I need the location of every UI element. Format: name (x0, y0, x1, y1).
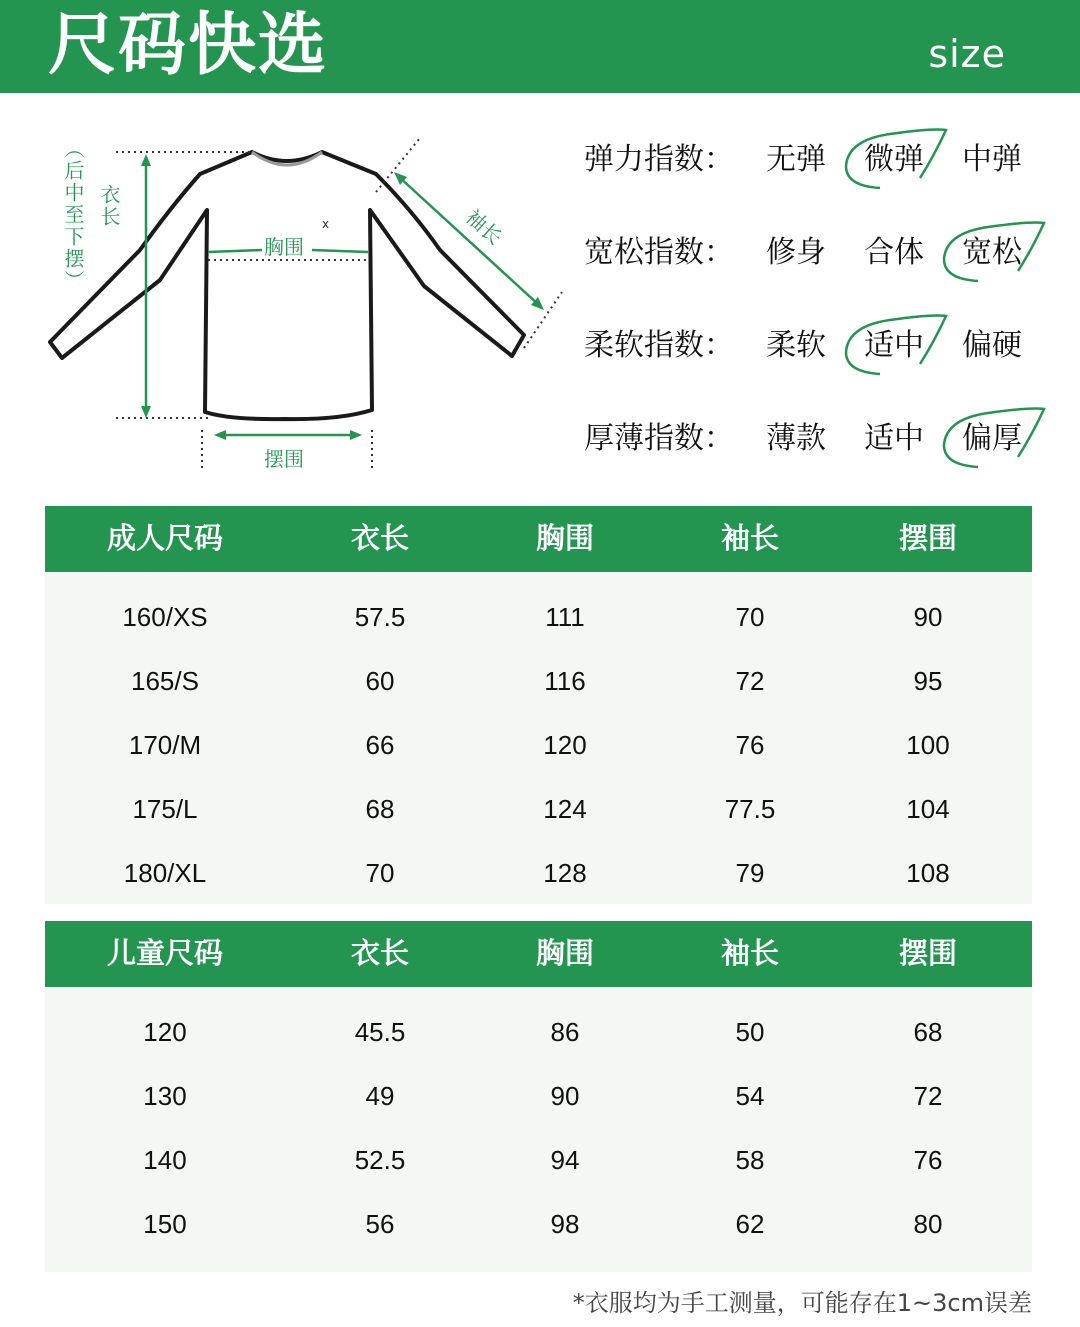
table-cell: 128 (543, 858, 587, 888)
table-cell: 116 (544, 666, 586, 696)
table-cell: 124 (543, 794, 587, 824)
table-row (45, 1065, 1032, 1129)
measurement-note: *衣服均为手工测量，可能存在1~3cm误差 (572, 1289, 1032, 1317)
sleeve-label: 袖长 (461, 204, 507, 250)
table-cell: 95 (913, 666, 943, 696)
index-option-selected: 偏厚 (962, 421, 1022, 456)
table-cell: 79 (735, 858, 765, 888)
table-cell: 49 (365, 1081, 395, 1111)
length-label: 衣长 (97, 184, 121, 228)
table-cell: 54 (735, 1081, 765, 1111)
table-cell: 70 (735, 602, 765, 632)
table-cell: 62 (735, 1209, 765, 1239)
table-cell: 72 (735, 666, 765, 696)
table-cell: 120 (543, 730, 587, 760)
index-name: 柔软指数： (584, 328, 734, 363)
index-name: 弹力指数： (584, 142, 734, 177)
index-option: 适中 (864, 421, 924, 456)
index-option-selected: 宽松 (962, 235, 1022, 270)
table-row (45, 1001, 1032, 1065)
index-option: 无弹 (766, 142, 826, 177)
chest-label: 胸围 (264, 235, 304, 259)
selection-ring-icon (840, 312, 952, 378)
column-header: 摆围 (898, 936, 957, 970)
table-body (45, 572, 1032, 904)
table-cell: 98 (550, 1209, 580, 1239)
table-cell: 72 (913, 1081, 943, 1111)
table-cell: 86 (550, 1017, 580, 1047)
table-cell: 90 (550, 1081, 580, 1111)
svg-text:x: x (322, 217, 330, 231)
table-cell: 45.5 (354, 1017, 406, 1047)
table-cell: 50 (735, 1017, 765, 1047)
table-cell: 111 (545, 602, 585, 632)
looseness-index-row (584, 227, 1064, 277)
table-cell: 140 (143, 1145, 187, 1175)
table-cell: 80 (913, 1209, 943, 1239)
index-name: 厚薄指数： (584, 421, 734, 456)
table-cell: 76 (913, 1145, 943, 1175)
size-label: size (928, 32, 1006, 76)
table-body (45, 987, 1032, 1272)
index-option: 柔软 (766, 328, 826, 363)
table-cell: 57.5 (354, 602, 406, 632)
sweater-outline-icon (40, 130, 580, 490)
garment-diagram (40, 130, 580, 490)
table-cell: 100 (906, 730, 950, 760)
column-header: 衣长 (350, 521, 409, 555)
table-header (45, 921, 1032, 987)
column-header: 袖长 (720, 936, 779, 970)
selection-ring-icon (938, 405, 1050, 471)
table-row (45, 714, 1032, 778)
table-cell: 52.5 (354, 1145, 406, 1175)
table-cell: 66 (365, 730, 395, 760)
table-cell: 90 (913, 602, 943, 632)
index-option: 修身 (766, 235, 826, 270)
thickness-index-row (584, 413, 1064, 463)
index-option: 中弹 (962, 142, 1022, 177)
table-cell: 160/XS (122, 602, 208, 632)
header-banner (0, 0, 1080, 93)
index-option-selected: 微弹 (864, 142, 924, 177)
column-header: 成人尺码 (106, 521, 223, 555)
table-row (45, 1193, 1032, 1257)
table-cell: 175/L (132, 794, 198, 824)
index-option-selected: 适中 (864, 328, 924, 363)
table-cell: 104 (906, 794, 950, 824)
index-option: 合体 (864, 235, 924, 270)
table-row (45, 842, 1032, 906)
selection-ring-icon (840, 126, 952, 192)
column-header: 胸围 (535, 521, 594, 555)
elasticity-index-row (584, 134, 1064, 184)
selection-ring-icon (938, 219, 1050, 285)
table-cell: 180/XL (123, 858, 207, 888)
index-name: 宽松指数： (584, 235, 734, 270)
index-option: 偏硬 (962, 328, 1022, 363)
softness-index-row (584, 320, 1064, 370)
table-cell: 170/M (128, 730, 202, 760)
table-cell: 130 (143, 1081, 187, 1111)
table-row (45, 1129, 1032, 1193)
column-header: 袖长 (720, 521, 779, 555)
column-header: 摆围 (898, 521, 957, 555)
table-header (45, 506, 1032, 572)
table-row (45, 778, 1032, 842)
index-option: 薄款 (766, 421, 826, 456)
table-cell: 68 (365, 794, 395, 824)
table-cell: 150 (143, 1209, 187, 1239)
table-cell: 70 (365, 858, 395, 888)
back-center-note: （后中至下摆） (61, 138, 85, 292)
child-size-table (45, 921, 1032, 1272)
column-header: 胸围 (535, 936, 594, 970)
column-header: 儿童尺码 (106, 936, 223, 970)
table-cell: 60 (365, 666, 395, 696)
table-cell: 56 (365, 1209, 395, 1239)
column-header: 衣长 (350, 936, 409, 970)
table-cell: 120 (143, 1017, 187, 1047)
table-row (45, 650, 1032, 714)
adult-size-table (45, 506, 1032, 904)
table-cell: 108 (906, 858, 950, 888)
table-cell: 68 (913, 1017, 943, 1047)
table-cell: 165/S (131, 666, 199, 696)
table-cell: 77.5 (724, 794, 776, 824)
table-cell: 58 (735, 1145, 765, 1175)
table-cell: 94 (550, 1145, 580, 1175)
page-title: 尺码快选 (48, 6, 329, 85)
table-cell: 76 (735, 730, 765, 760)
hem-label: 摆围 (264, 447, 304, 471)
table-row (45, 586, 1032, 650)
